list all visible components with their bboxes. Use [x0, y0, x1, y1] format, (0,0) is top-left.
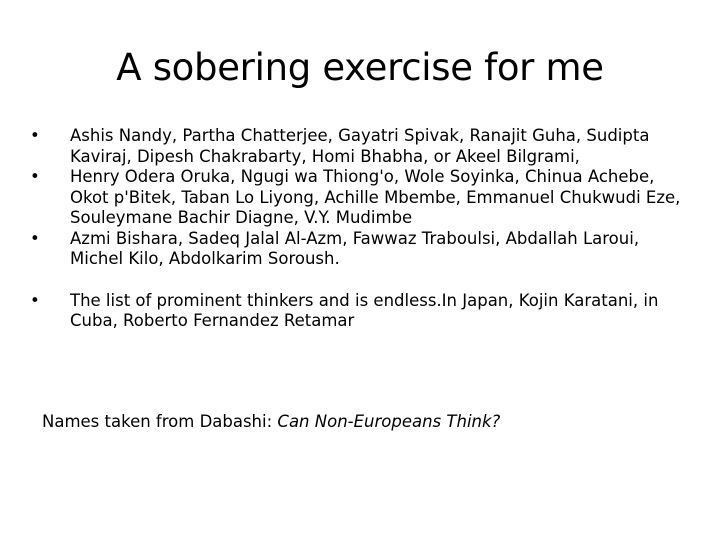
- bullet-item: [26, 291, 690, 332]
- bullet-dot-icon: •: [30, 228, 40, 248]
- bullet-text: The list of prominent thinkers and is endless.In Japan, Kojin Karatani, in Cuba, Roberto Fernandez Retamar: [70, 290, 659, 330]
- bullet-item: [26, 229, 690, 270]
- bullet-list: [26, 126, 690, 332]
- bullet-dot-icon: •: [30, 167, 40, 186]
- bullet-text: Azmi Bishara, Sadeq Jalal Al-Azm, Fawwaz Traboulsi, Abdallah Laroui, Michel Kilo, Abdolkarim Soroush.: [70, 228, 640, 268]
- bullet-dot-icon: •: [30, 290, 40, 310]
- bullet-spacer: [26, 270, 690, 291]
- bullet-item: [26, 167, 690, 229]
- slide-title: A sobering exercise for me: [116, 46, 604, 89]
- bullet-text: Ashis Nandy, Partha Chatterjee, Gayatri Spivak, Ranajit Guha, Sudipta Kaviraj, Dipesh Chakrabarty, Homi Bhabha, or Akeel Bilgrami,: [70, 126, 650, 166]
- footnote-book-title: Can Non-Europeans Think?: [277, 412, 501, 431]
- source-footnote: [42, 411, 682, 433]
- bullet-text: Henry Odera Oruka, Ngugi wa Thiong'o, Wole Soyinka, Chinua Achebe, Okot p'Bitek, Taban Lo Liyong, Achille Mbembe, Emmanuel Chukwudi Eze, Souleymane Bachir Diagne, V.Y. Mudimbe: [70, 167, 681, 227]
- footnote-prefix: Names taken from Dabashi:: [42, 412, 278, 431]
- bullet-dot-icon: •: [30, 126, 40, 145]
- bullet-item: [26, 126, 690, 167]
